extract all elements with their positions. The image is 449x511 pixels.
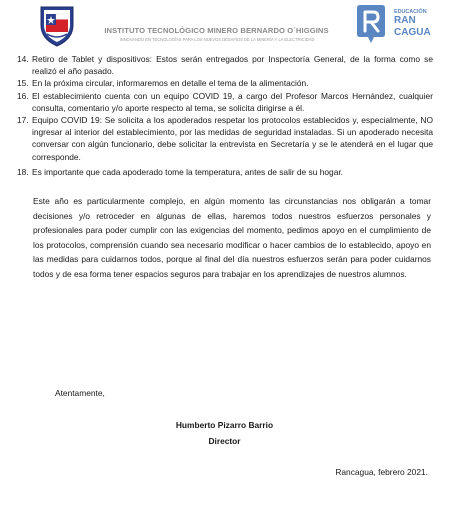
rancagua-r-logo-icon: [354, 4, 388, 44]
closing-paragraph: Este año es particularmente complejo, en algún momento las circunstancias nos obligarán a tomar decisiones y/o retroceder en algunas de ellas, haremos todos nuestros esfuerzos personales y profesionales para poder cumplir con las exigencias del momento, pedimos apoyo en el cumplimiento de los protocolos, comprensión cuando sea necesario modificar o hacer cambios de lo establecido, apoyo en las medidas para cuidarnos todos, porque al final del día nuestros esfuerzos serán para poder cuidarnos todos y de esa forma tener espacios seguros para trabajar en los aprendizajes de nuestros alumnos.: [33, 196, 431, 279]
list-item: [19, 77, 433, 89]
edu-logo-line2: RAN: [394, 15, 416, 26]
list-item-text: Retiro de Tablet y dispositivos: Estos serán entregados por Inspectoría General, de la forma como se realizó el año pasado.: [32, 54, 433, 77]
list-item: [19, 166, 433, 178]
letter-body: [19, 53, 433, 282]
list-item-text: El establecimiento cuenta con un equipo COVID 19, a cargo del Profesor Marcos Hernández, cualquier consulta, comentario y/o aporte respecto al tema, se solicita dirigirse a él.: [32, 90, 433, 113]
list-item: [19, 114, 433, 163]
list-item-number: 16.: [17, 90, 29, 101]
list-item-number: 17.: [17, 115, 29, 126]
signatory-name: Humberto Pizarro Barrio: [175, 420, 274, 430]
signatory-role: Director: [208, 436, 241, 446]
regards-line: Atentamente,: [55, 388, 105, 398]
list-item-text: En la próxima circular, informaremos en detalle el tema de la alimentación.: [32, 78, 309, 89]
list-item-text: Equipo COVID 19: Se solicita a los apoderados respetar los protocolos establecidos y, especialmente, NO ingresar al interior del establecimiento, por las medidas de seguridad instaladas. Si un apoderado necesita conversar con algún funcionario, debe solicitar la entrevista en Secretaría y se le atenderá en el lugar que corresponde.: [32, 115, 433, 162]
edu-logo-line3: CAGUA: [394, 27, 431, 38]
list-item-number: 15.: [17, 78, 29, 89]
institution-name: INSTITUTO TECNOLÓGICO MINERO BERNARDO O´HIGGINS: [104, 26, 329, 35]
list-item-number: 18.: [17, 166, 29, 177]
education-rancagua-logo: [354, 4, 440, 44]
list-item: [19, 90, 433, 114]
list-item: [19, 53, 433, 77]
list-item-number: 14.: [17, 54, 29, 64]
list-item-text: Es importante que cada apoderado tome la temperatura, antes de salir de su hogar.: [32, 166, 343, 177]
institution-tagline: INNOVANDO EN TECNOLOGÍAS PARA LOS NUEVOS DESAFÍOS DE LA MINERÍA Y LA ELECTRICIDAD: [119, 37, 315, 42]
edu-logo-line1: EDUCACIÓN: [394, 9, 427, 15]
numbered-list: [19, 53, 433, 178]
letterhead: [0, 0, 449, 48]
school-crest-icon: [31, 5, 83, 47]
place-and-date: Rancagua, febrero 2021.: [335, 467, 428, 477]
